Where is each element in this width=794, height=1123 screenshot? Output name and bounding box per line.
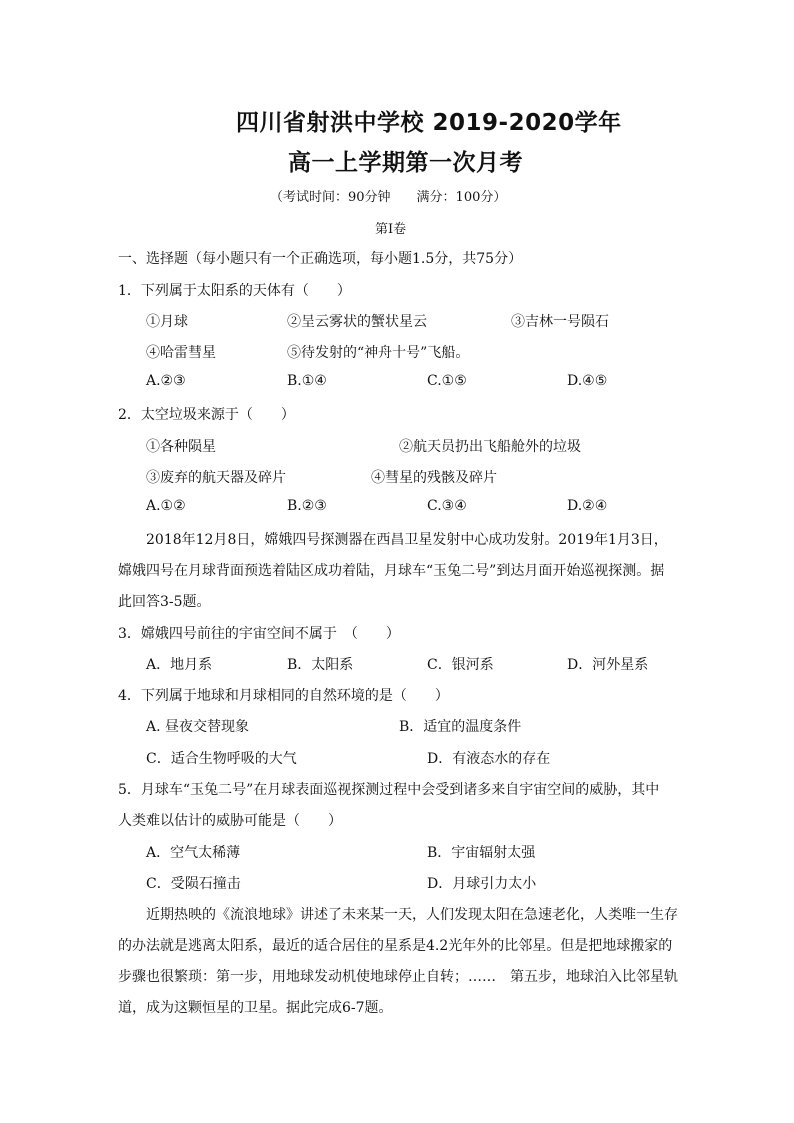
q3-option-b: B．太阳系 [287,657,354,673]
passage1-line: 嫦娥四号在月球背面预选着陆区成功着陆，月球车“玉兔二号”到达月面开始巡视探测。据 [118,563,665,579]
q1-item: ②呈云雾状的蟹状星云 [287,314,427,330]
q1-item: ③吉林一号陨石 [511,314,609,330]
q1-stem: 1．下列属于太阳系的天体有（ ） [118,283,351,299]
q2-option-b: B.②③ [287,498,327,514]
q5-option-b: B．宇宙辐射太强 [427,845,536,861]
q5-option-c: C．受陨石撞击 [146,876,241,892]
section-heading: 一、选择题（每小题只有一个正确选项，每小题1.5分，共75分） [118,251,523,267]
q2-item: ④彗星的残骸及碎片 [371,470,497,486]
q1-option-d: D.④⑤ [567,373,608,389]
q2-option-d: D.②④ [567,498,608,514]
title-line2: 高一上学期第一次月考 [288,150,523,176]
q1-option-a: A.②③ [146,373,186,389]
q3-stem: 3．嫦娥四号前往的宇宙空间不属于 （ ） [118,626,400,642]
passage1-line: 2018年12月8日，嫦娥四号探测器在西昌卫星发射中心成功发射。2019年1月3日， [146,532,668,548]
passage1-line: 此回答3-5题。 [118,594,211,610]
volume-label: 第Ⅰ卷 [375,222,407,237]
q4-stem: 4．下列属于地球和月球相同的自然环境的是（ ） [118,688,449,704]
q1-item: ①月球 [146,314,188,330]
exam-info: （考试时间：90分钟 满分：100分） [270,190,507,205]
q4-option-a: A. 昼夜交替现象 [146,719,250,735]
q3-option-d: D．河外星系 [567,657,649,673]
q4-option-d: D．有液态水的存在 [427,751,551,767]
q1-item: ⑤待发射的“神舟十号”飞船。 [287,345,470,361]
q5-stem-line: 5．月球车“玉兔二号”在月球表面巡视探测过程中会受到诸多来自宇宙空间的威胁，其中 [118,782,660,798]
q2-item: ①各种陨星 [146,439,216,455]
q5-stem-line: 人类难以估计的威胁可能是（ ） [118,813,342,829]
q2-option-a: A.①② [146,498,186,514]
q4-option-c: C．适合生物呼吸的大气 [146,751,297,767]
passage2-line: 步骤也很繁琐：第一步，用地球发动机使地球停止自转；…… 第五步，地球泊入比邻星轨 [118,969,678,985]
q2-option-c: C.③④ [427,498,467,514]
q3-option-c: C．银河系 [427,657,494,673]
passage2-line: 道，成为这颗恒星的卫星。据此完成6-7题。 [118,1000,393,1016]
q5-option-a: A．空气太稀薄 [146,845,241,861]
q4-option-b: B．适宜的温度条件 [399,719,522,735]
q5-option-d: D．月球引力太小 [427,876,537,892]
q2-item: ③废弃的航天器及碎片 [146,470,286,486]
q2-stem: 2．太空垃圾来源于（ ） [118,407,295,423]
q1-option-b: B.①④ [287,373,327,389]
passage2-line: 的办法就是逃离太阳系，最近的适合居住的星系是4.2光年外的比邻星。但是把地球搬家的 [118,938,673,954]
title-line1: 四川省射洪中学校 2019-2020学年 [236,110,622,136]
q1-item: ④哈雷彗星 [146,345,216,361]
q1-option-c: C.①⑤ [427,373,467,389]
q2-item: ②航天员扔出飞船舱外的垃圾 [399,439,581,455]
passage2-line: 近期热映的《流浪地球》讲述了未来某一天，人们发现太阳在急速老化，人类唯一生存 [146,907,678,923]
q3-option-a: A．地月系 [146,657,213,673]
